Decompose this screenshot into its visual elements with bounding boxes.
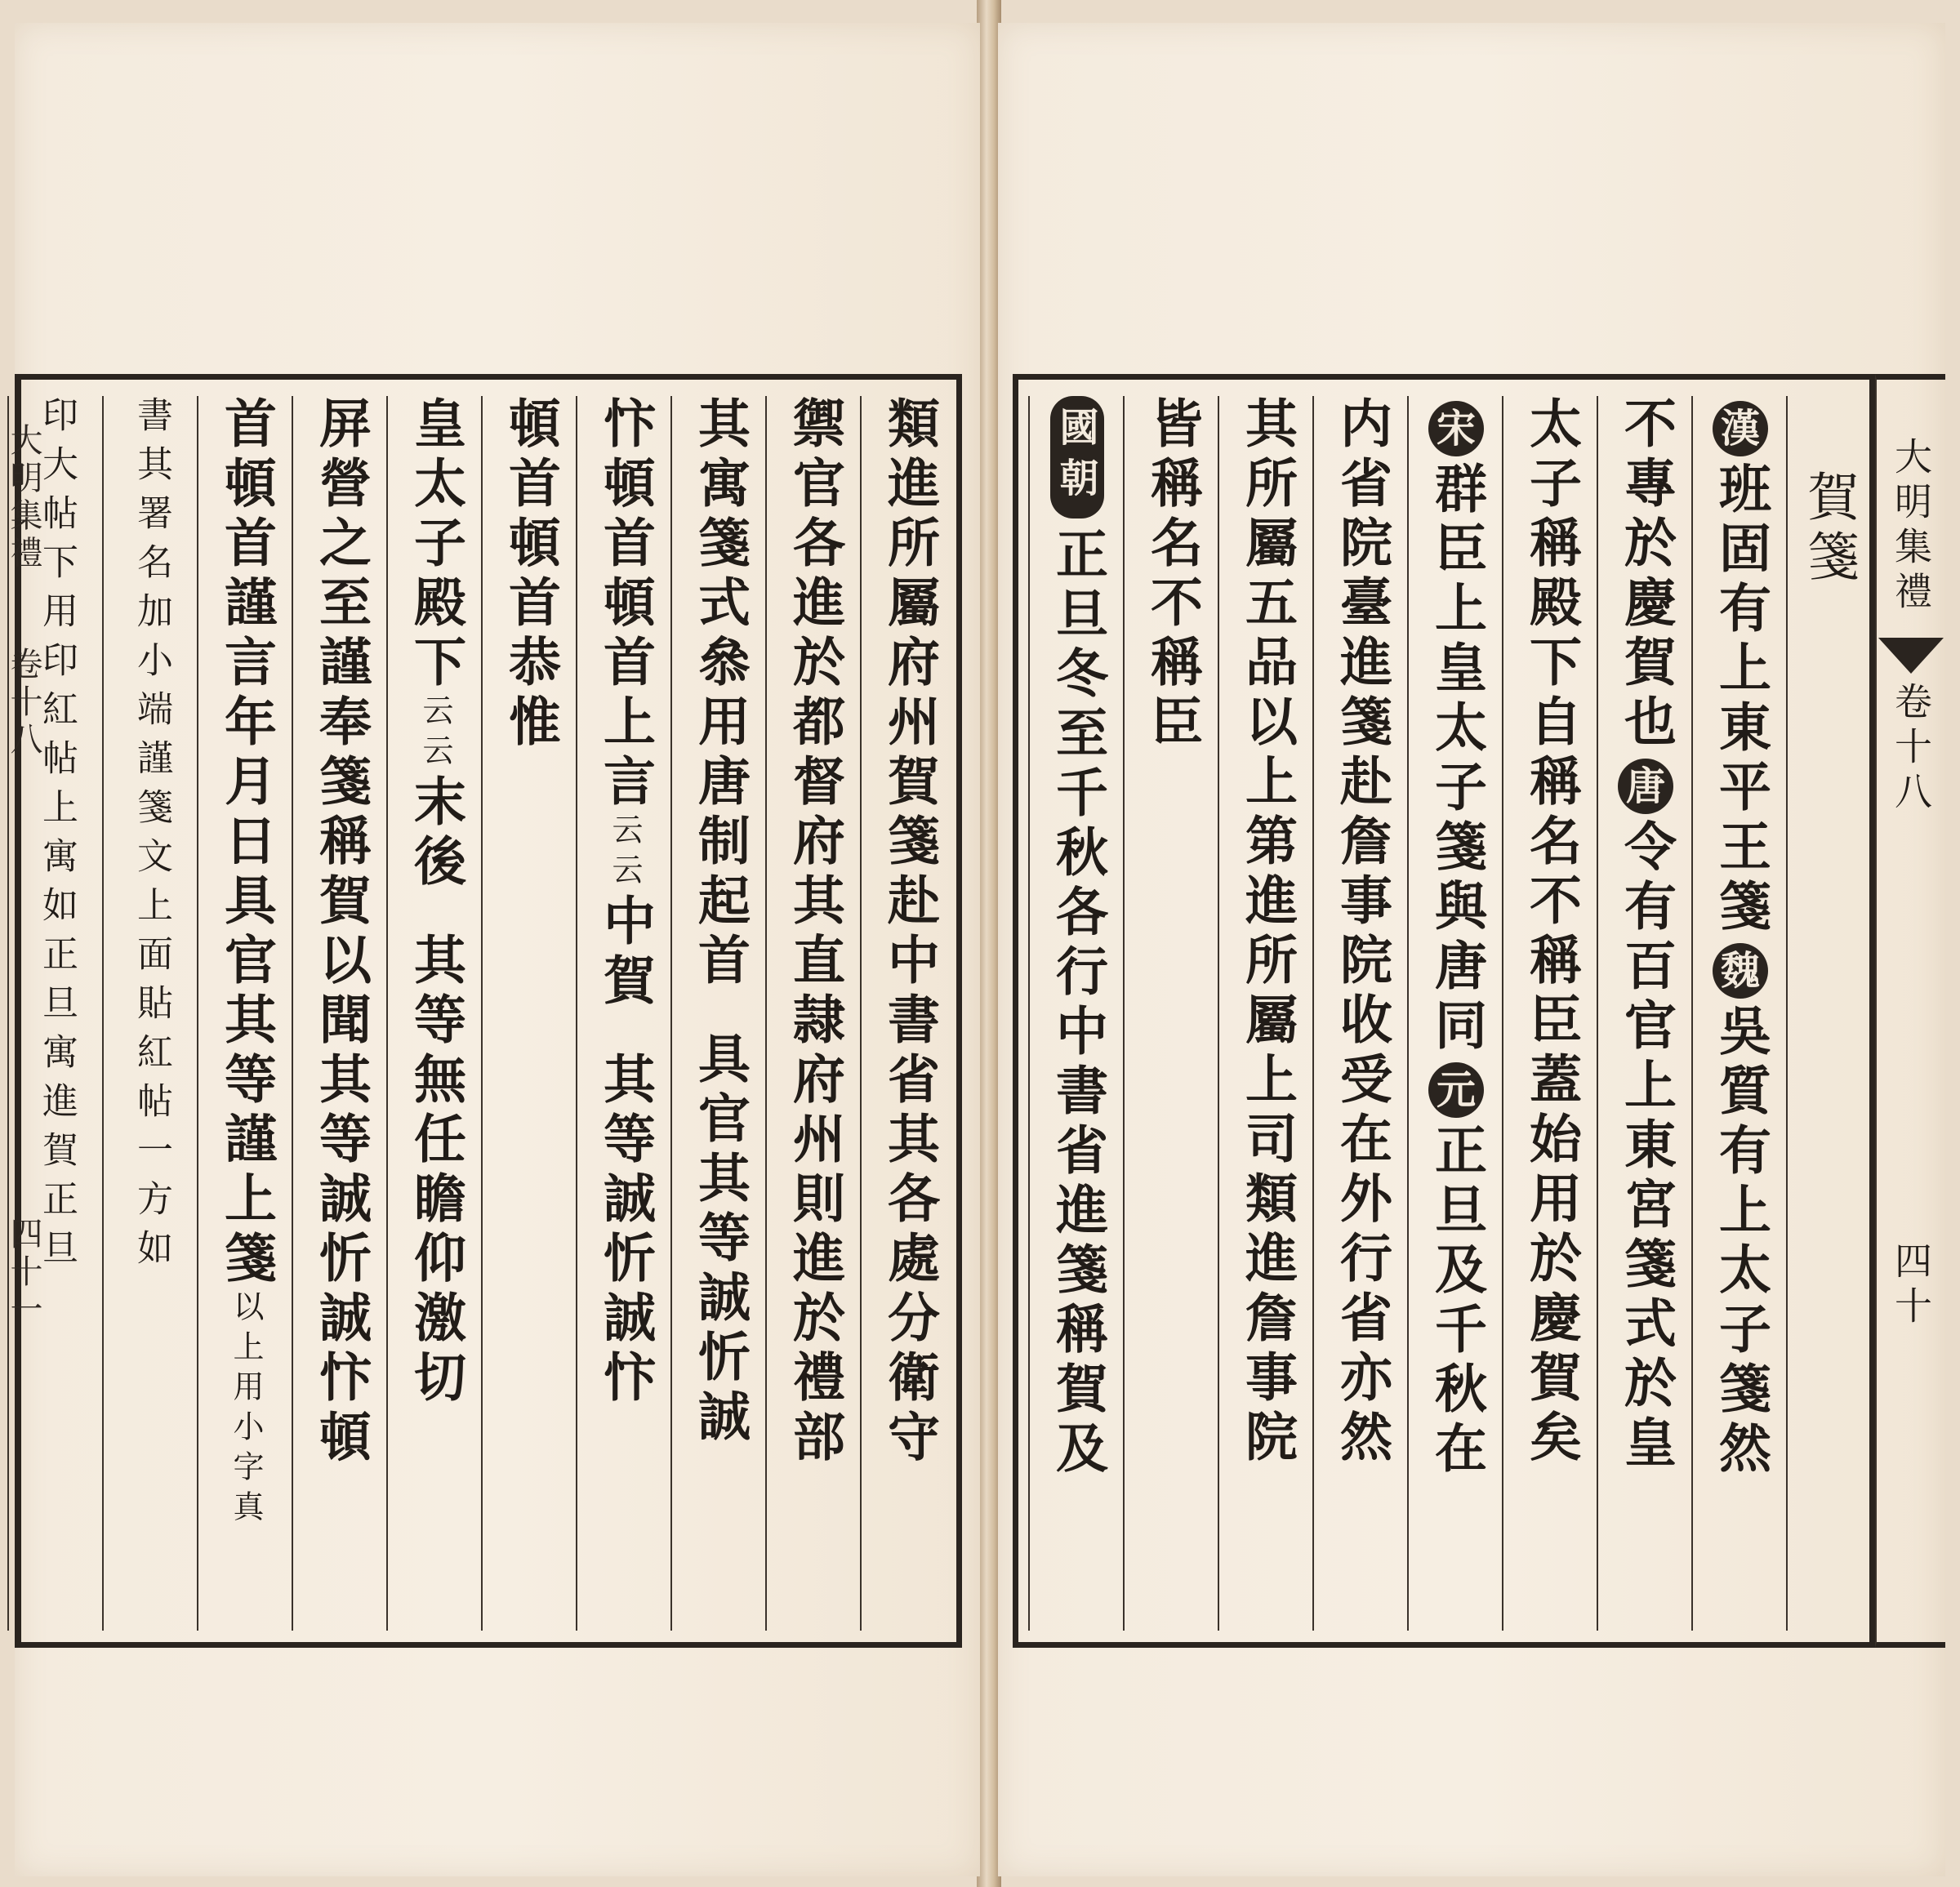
- body-text: 不專於慶賀也: [1615, 396, 1677, 754]
- text-column: [1407, 396, 1503, 1631]
- body-text: 屏營之至謹奉箋稱賀以聞其等誠忻誠忭頓: [310, 396, 372, 1469]
- annotation-text: 以上用小字真: [228, 1290, 264, 1530]
- text-column: [1218, 396, 1314, 1631]
- text-column: [102, 396, 198, 1631]
- dynasty-badge: 宋: [1428, 401, 1484, 456]
- body-text: 班固有上東平王箋: [1710, 461, 1771, 938]
- body-text: 具官其等誠忻誠: [689, 1031, 751, 1449]
- text-column: [1028, 396, 1125, 1631]
- body-text: 吳質有上太子箋然: [1710, 1004, 1771, 1480]
- leaf-number: 四十: [1889, 1241, 1933, 1331]
- text-column: [765, 396, 862, 1631]
- heading-column: [1786, 396, 1869, 1631]
- dynasty-badge: 國朝: [1050, 396, 1104, 518]
- body-text: 忭頓首頓首上言: [595, 396, 656, 813]
- left-page: [5, 23, 980, 1876]
- annotation-text: 書其署名加小端謹箋文上面貼紅帖一方如: [131, 396, 172, 1278]
- text-column: [197, 396, 293, 1631]
- body-text: 正旦冬至千秋各行中書省進箋稱賀及: [1047, 527, 1108, 1480]
- right-page: [998, 23, 1945, 1876]
- book-title: 大明集禮: [5, 423, 42, 573]
- body-text: 内省院臺進箋赴詹事院收受在外行省亦然: [1331, 396, 1392, 1469]
- right-text-frame: [1013, 374, 1875, 1648]
- leaf-number: 四十一: [5, 1217, 42, 1329]
- body-text: 首頓首謹言年月日具官其等謹上箋: [216, 396, 277, 1290]
- book-title: 大明集禮: [1889, 437, 1933, 616]
- text-column: [860, 396, 956, 1631]
- text-column: [292, 396, 388, 1631]
- body-text: 其等無任瞻仰激切: [405, 932, 466, 1409]
- text-column: [386, 396, 483, 1631]
- left-text-frame: [15, 374, 962, 1648]
- annotation-text: 印大帖下用印紅帖上寓如正旦寓進賀正旦: [36, 396, 78, 1278]
- body-text: 太子稱殿下自稱名不稱臣蓋始用於慶賀矣: [1521, 396, 1582, 1469]
- body-text: 皇太子殿下: [405, 396, 466, 694]
- fishtail-mark: [1878, 638, 1944, 674]
- dynasty-badge: 漢: [1713, 401, 1768, 456]
- dynasty-badge: 唐: [1618, 759, 1673, 814]
- body-text: 皆稱名不稱臣: [1142, 396, 1203, 754]
- body-text: 其寓箋式叅用唐制起首: [689, 396, 751, 992]
- section-heading: 賀箋: [1798, 470, 1859, 589]
- body-text: 正旦及千秋在: [1426, 1123, 1487, 1480]
- body-text: 中賀: [595, 893, 656, 1012]
- volume-label: 卷十八: [5, 647, 42, 759]
- annotation-text: 云云: [607, 813, 643, 893]
- annotation-text: 云云: [417, 694, 453, 774]
- volume-label: 卷十八: [1889, 682, 1933, 817]
- text-column: [1123, 396, 1219, 1631]
- body-text: 群臣上皇太子箋與唐同: [1426, 461, 1487, 1057]
- text-column: [1312, 396, 1409, 1631]
- body-text: 其所屬五品以上第進所屬上司類進詹事院: [1236, 396, 1298, 1469]
- text-column: [1502, 396, 1598, 1631]
- body-text: 末後: [405, 774, 466, 893]
- dynasty-badge: 魏: [1713, 943, 1768, 999]
- body-text: 其等誠忻誠忭: [595, 1052, 656, 1409]
- text-column: [1597, 396, 1693, 1631]
- right-margin-strip: [1875, 374, 1945, 1648]
- margin-strip: [3, 374, 44, 1648]
- text-column: [576, 396, 672, 1631]
- body-text: 禦官各進於都督府其直隷府州則進於禮部: [784, 396, 845, 1469]
- body-text: 類進所屬府州賀箋赴中書省其各處分衛守: [879, 396, 940, 1469]
- dynasty-badge: 元: [1428, 1062, 1484, 1118]
- text-column: [670, 396, 767, 1631]
- body-text: 頓首頓首恭惟: [500, 396, 561, 754]
- body-text: 令有百官上東宮箋式於皇: [1615, 819, 1677, 1475]
- text-column: [481, 396, 577, 1631]
- text-column: [1691, 396, 1788, 1631]
